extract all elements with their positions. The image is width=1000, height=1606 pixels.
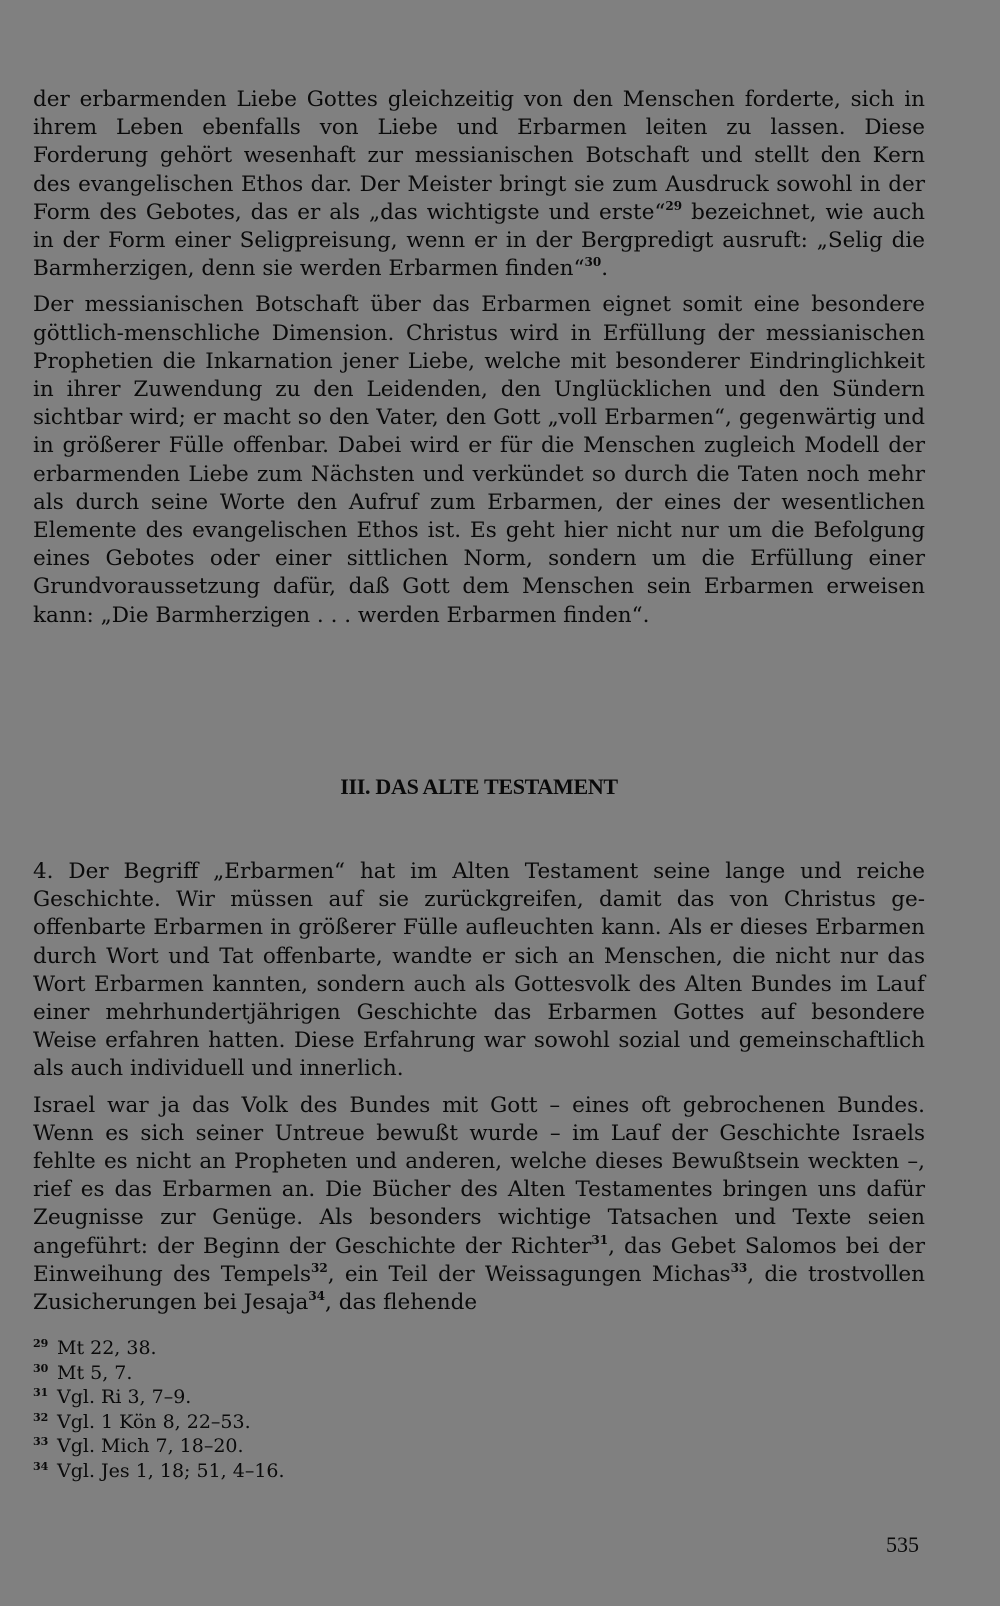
footnote-text: Mt 5, 7.	[57, 1361, 133, 1384]
paragraph-text: , das Gebet Salomos bei der Einweihung des Tempels	[33, 1233, 925, 1287]
footnote-33: 33 Vgl. Mich 7, 18–20.	[33, 1435, 244, 1457]
paragraph-text: , ein Teil der Weissagungen Michas	[327, 1261, 731, 1287]
footnote-34: 34 Vgl. Jes 1, 18; 51, 4–16.	[33, 1459, 285, 1482]
footnote-29: 29 Mt 22, 38.	[33, 1337, 157, 1359]
paragraph-text: , die trostvollen Zusicherungen bei Jesaja	[33, 1261, 925, 1316]
footnote-30: 30 Mt 5, 7.	[33, 1361, 133, 1384]
footnote-ref-30[interactable]: 30	[584, 255, 602, 270]
section-old-testament	[33, 858, 925, 1317]
paragraph-concept-mercy: 4. Der Begriff „Erbarmen“ hat im Alten Testament seine lange und reiche Geschichte. Wir müssen auf sie zurückgreifen, damit das von Christus geoffenbarte Erbarmen in größerer Fülle aufleuchten kann. Als er dieses Erbarmen durch Wort und Tat offenbarte, wandte er sich an Menschen, die nicht nur das Wort Erbarmen kannten, sondern auch als Gottesvolk des Alten Bundes im Lauf einer mehrhundertjährigen Geschichte das Erbarmen Gottes auf besondere Weise erfahren hatten. Diese Erfahrung war sowohl sozial und gemeinschaftlich als auch individuell und innerlich.	[33, 859, 925, 1082]
paragraph-text: , das flehende	[325, 1290, 478, 1316]
footnote-text: Vgl. Ri 3, 7–9.	[57, 1386, 192, 1408]
paragraph-israel-covenant	[33, 1092, 925, 1318]
footnote-32: 32 Vgl. 1 Kön 8, 22–53.	[33, 1410, 251, 1433]
page-body	[33, 86, 925, 1482]
footnote-ref-32[interactable]: 32	[311, 1260, 328, 1275]
footnote-ref-29[interactable]: 29	[665, 198, 683, 213]
footnote-31: 31 Vgl. Ri 3, 7–9.	[33, 1386, 192, 1408]
page-number: 535	[886, 1532, 919, 1557]
paragraph-text: bezeichnet, wie auch in der Form einer Seligpreisung, wenn er in der Bergpredigt ausruft: „Selig die Barmherzigen, denn sie werden Erbarmen finden“	[33, 199, 925, 282]
section-heading: III. DAS ALTE TESTAMENT	[340, 774, 618, 799]
footnote-text: Vgl. Jes 1, 18; 51, 4–16.	[57, 1459, 285, 1482]
paragraph-text: der erbarmenden Liebe Gottes gleichzeitig von den Menschen forderte, sich in ihrem Leben ebenfalls von Liebe und Erbarmen leiten zu lassen. Diese Forderung gehört wesenhaft zur messianischen Botschaft und stellt den Kern des evangelischen Ethos dar. Der Meister bringt sie zum Ausdruck sowohl in der Form des Gebotes, das er als „das wichtigste und erste“	[33, 87, 925, 225]
footnote-text: Mt 22, 38.	[57, 1337, 157, 1359]
footnote-text: Vgl. Mich 7, 18–20.	[57, 1435, 244, 1457]
paragraph-text: Israel war ja das Volk des Bundes mit Gott – eines oft gebrochenen Bundes. Wenn es sich seiner Untreue bewußt wurde – im Lauf der Geschichte Israels fehlte es nicht an Propheten und anderen, welche dieses Bewußtsein weckten –, rief es das Erbarmen an. Die Bücher des Alten Testamentes bringen uns dafür Zeugnisse zur Genüge. Als besonders wichtige Tatsachen und Texte seien angeführt: der Beginn der Geschichte der Richter	[33, 1092, 925, 1259]
footnote-ref-31[interactable]: 31	[591, 1232, 609, 1247]
footnotes	[33, 1336, 925, 1483]
footnote-text: Vgl. 1 Kön 8, 22–53.	[57, 1410, 251, 1433]
footnote-ref-33[interactable]: 33	[730, 1260, 748, 1275]
paragraph-messianic-ethos	[33, 86, 925, 283]
paragraph-text: .	[601, 256, 609, 282]
footnote-ref-34[interactable]: 34	[308, 1289, 326, 1304]
paragraph-divine-human-dimension: Der messianischen Botschaft über das Erbarmen eignet somit eine besondere göttlich-menschliche Dimension. Christus wird in Erfüllung der messianischen Prophetien die Inkarnation jener Liebe, welche mit besonderer Eindringlichkeit in ihrer Zuwendung zu den Leidenden, den Unglücklichen und den Sündern sichtbar wird; er macht so den Vater, den Gott „voll Erbarmen“, gegenwärtig und in größerer Fülle offenbar. Dabei wird er für die Menschen zugleich Modell der erbarmenden Liebe zum Nächsten und verkündet so durch die Taten noch mehr als durch seine Worte den Aufruf zum Erbarmen, der eines der wesentlichen Elemente des evangelischen Ethos ist. Es geht hier nicht nur um die Befolgung eines Gebotes oder einer sittlichen Norm, sondern um die Erfüllung einer Grundvoraussetzung dafür, daß Gott dem Menschen sein Erbarmen erweisen kann: „Die Barmherzigen . . . werden Erbarmen finden“.	[33, 292, 925, 628]
